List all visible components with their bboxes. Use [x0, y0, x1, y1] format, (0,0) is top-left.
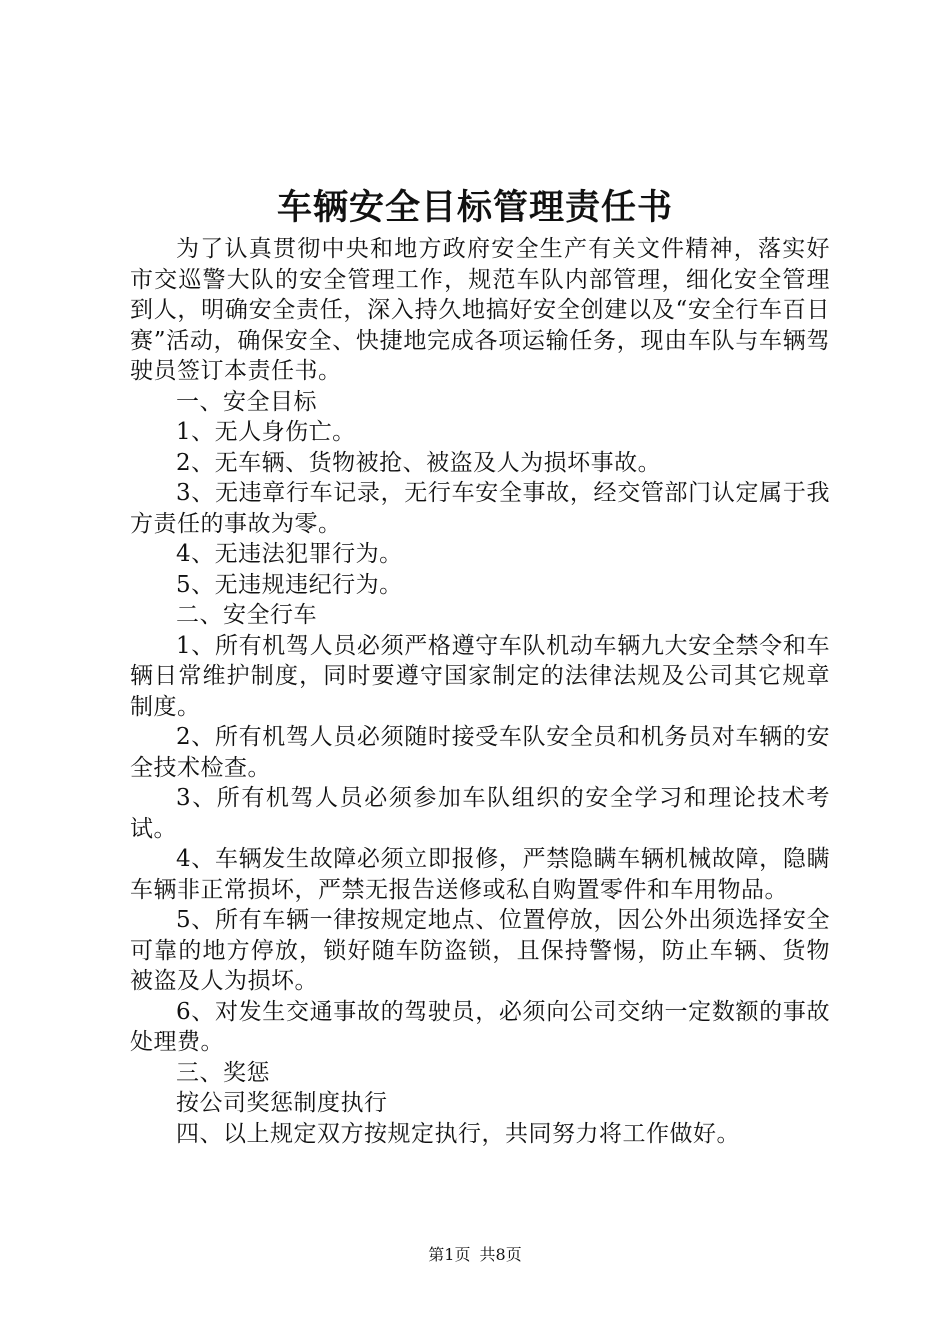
- section-heading-safe-driving: 二、安全行车: [176, 602, 317, 628]
- intro-paragraph: 为了认真贯彻中央和地方政府安全生产有关文件精神，落实好市交巡警大队的安全管理工作，规范车队内部管理，细化安全管理到人，明确安全责任，深入持久地搞好安全创建以及“安全行车百日赛”活动，确保安全、快捷地完成各项运输任务，现由车队与车辆驾驶员签订本责任书。: [130, 236, 830, 384]
- rewards-penalties-text: 按公司奖惩制度执行: [176, 1090, 388, 1116]
- document-title: 车辆安全目标管理责任书: [276, 187, 673, 228]
- goal-item: 5、无违规违纪行为。: [176, 571, 403, 598]
- goal-item: 4、无违法犯罪行为。: [176, 541, 403, 567]
- driving-rule-item: 4、车辆发生故障必须立即报修，严禁隐瞒车辆机械故障，隐瞒车辆非正常损坏，严禁无报告送修或私自购置零件和车用物品。: [130, 846, 830, 903]
- page-number: 第1页: [428, 1245, 471, 1264]
- driving-rule-item: 3、所有机驾人员必须参加车队组织的安全学习和理论技术考试。: [130, 785, 830, 842]
- page-total: 共8页: [479, 1245, 522, 1264]
- page-footer: [0, 1244, 950, 1266]
- driving-rule-item: 2、所有机驾人员必须随时接受车队安全员和机务员对车辆的安全技术检查。: [130, 724, 830, 781]
- goal-item: 2、无车辆、货物被抢、被盗及人为损坏事故。: [176, 449, 662, 476]
- section-heading-closing: 四、以上规定双方按规定执行，共同努力将工作做好。: [176, 1120, 740, 1147]
- driving-rule-item: 1、所有机驾人员必须严格遵守车队机动车辆九大安全禁令和车辆日常维护制度，同时要遵守国家制定的法律法规及公司其它规章制度。: [130, 632, 830, 720]
- section-heading-rewards-penalties: 三、奖惩: [176, 1059, 270, 1086]
- section-heading-safety-goals: 一、安全目标: [176, 388, 317, 415]
- driving-rule-item: 5、所有车辆一律按规定地点、位置停放，因公外出须选择安全可靠的地方停放，锁好随车防盗锁，且保持警惕，防止车辆、货物被盗及人为损坏。: [130, 907, 830, 994]
- document-body: [130, 234, 830, 1149]
- goal-item: 1、无人身伤亡。: [176, 419, 356, 445]
- goal-item: 3、无违章行车记录，无行车安全事故，经交管部门认定属于我方责任的事故为零。: [130, 480, 830, 537]
- driving-rule-item: 6、对发生交通事故的驾驶员，必须向公司交纳一定数额的事故处理费。: [130, 998, 830, 1055]
